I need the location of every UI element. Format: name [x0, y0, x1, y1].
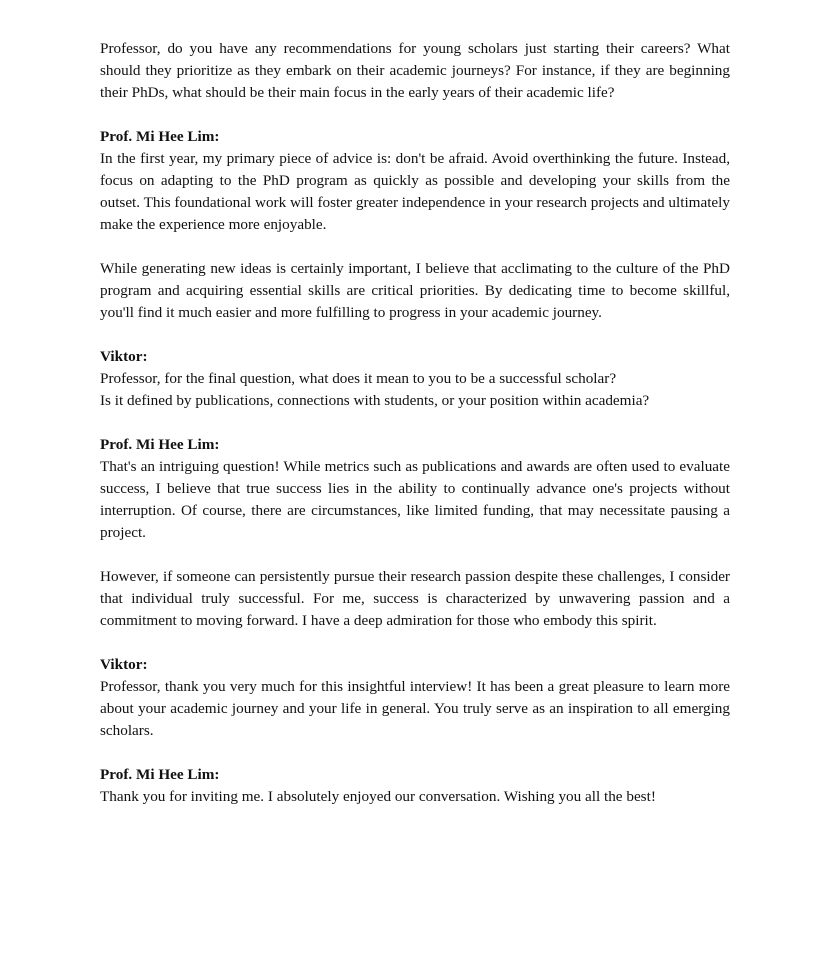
- closing-text: Thank you for inviting me. I absolutely enjoyed our conversation. Wishing you all the best!: [100, 788, 656, 805]
- question-text: [100, 368, 730, 412]
- answer-block: [100, 434, 730, 544]
- interview-document: [100, 38, 730, 830]
- question-block: [100, 346, 730, 412]
- question-paragraph: [100, 38, 730, 104]
- answer-continuation: [100, 258, 730, 324]
- speaker-name: Viktor:: [100, 348, 148, 365]
- speaker-name: Prof. Mi Hee Lim:: [100, 436, 220, 453]
- speaker-name: Viktor:: [100, 656, 148, 673]
- answer-continuation: [100, 566, 730, 632]
- answer-text: While generating new ideas is certainly important, I believe that acclimating to the culture of the PhD program and acquiring essential skills are critical priorities. By dedicating time to become skillful, you'll find it much easier and more fulfilling to progress in your academic journey.: [100, 260, 730, 321]
- question-text: Professor, do you have any recommendations for young scholars just starting their careers? What should they prioritize as they embark on their academic journeys? For instance, if they are beginning their PhDs, what should be their main focus in the early years of their academic life?: [100, 40, 730, 101]
- closing-answer-block: [100, 764, 730, 808]
- speaker-name: Prof. Mi Hee Lim:: [100, 128, 220, 145]
- answer-text: However, if someone can persistently pursue their research passion despite these challenges, I consider that individual truly successful. For me, success is characterized by unwavering passion and a commitment to moving forward. I have a deep admiration for those who embody this spirit.: [100, 568, 730, 629]
- question-line: Is it defined by publications, connections with students, or your position within academia?: [100, 392, 650, 409]
- answer-text: In the first year, my primary piece of advice is: don't be afraid. Avoid overthinking the future. Instead, focus on adapting to the PhD program as quickly as possible and developing your skills from the outset. This foundational work will foster greater independence in your research projects and ultimately make the experience more enjoyable.: [100, 150, 730, 233]
- answer-block: [100, 126, 730, 236]
- closing-text: Professor, thank you very much for this insightful interview! It has been a great pleasure to learn more about your academic journey and your life in general. You truly serve as an inspiration to all emerging scholars.: [100, 678, 730, 739]
- question-line: Professor, for the final question, what does it mean to you to be a successful scholar?: [100, 370, 617, 387]
- speaker-name: Prof. Mi Hee Lim:: [100, 766, 220, 783]
- answer-text: That's an intriguing question! While metrics such as publications and awards are often used to evaluate success, I believe that true success lies in the ability to continually advance one's projects without interruption. Of course, there are circumstances, like limited funding, that may necessitate pausing a project.: [100, 458, 730, 541]
- closing-question-block: [100, 654, 730, 742]
